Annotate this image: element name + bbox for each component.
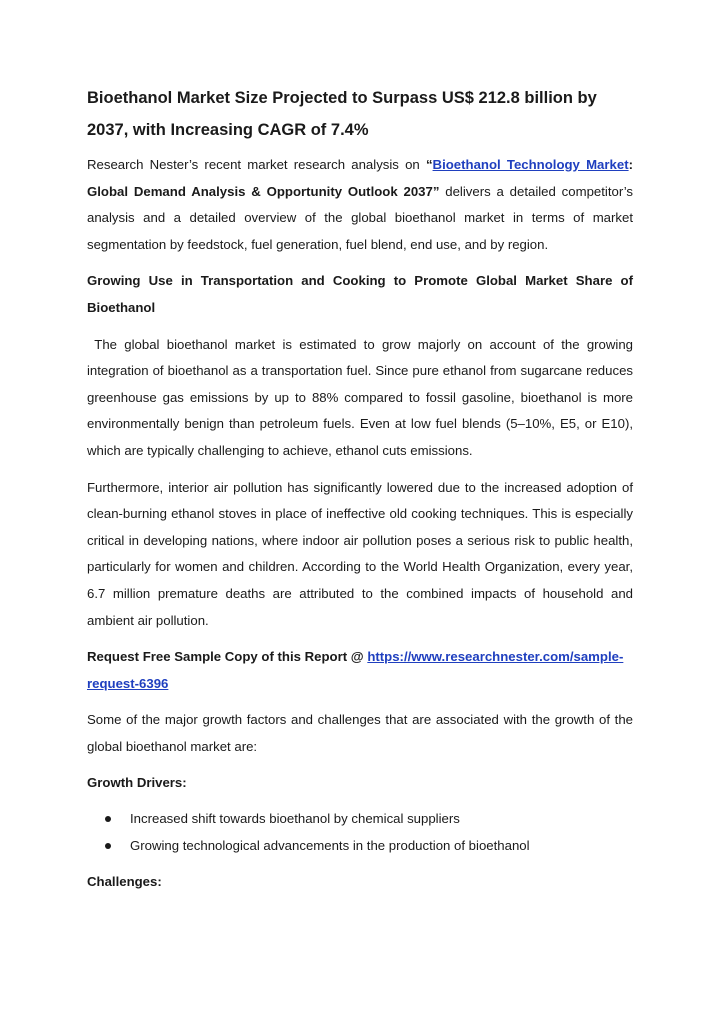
growth-drivers-heading: Growth Drivers:	[87, 775, 187, 791]
transport-paragraph: The global bioethanol market is estimated to grow majorly on account of the growing integration of bioethanol as a transportation fuel. Since pure ethanol from sugarcane reduces greenhouse gas emissions by up to 88% compared to fossil gasoline, bioethanol is more environmentally benign than petroleum fuels. Even at low fuel blends (5–10%, E5, or E10), which are typically challenging to achieve, ethanol cuts emissions.	[87, 336, 637, 458]
report-link[interactable]: Bioethanol Technology Market	[432, 157, 629, 172]
sample-request	[87, 644, 633, 697]
intro-paragraph	[87, 152, 633, 258]
list-item	[87, 805, 633, 832]
section-heading: Growing Use in Transportation and Cooking to Promote Global Market Share of Bioethanol	[87, 273, 633, 315]
sample-label: Request Free Sample Copy of this Report @	[87, 649, 368, 665]
intro-tail: delivers a detailed competitor’s analysis and a detailed overview of the global bioethanol market in terms of market segmentation by feedstock, fuel generation, fuel blend, end use, and by region.	[87, 183, 634, 252]
document-page	[87, 82, 637, 896]
bullet-icon	[105, 816, 111, 822]
list-item-text: Growing technological advancements in the production of bioethanol	[130, 838, 530, 854]
sample-link-line1: https://www.researchnester.com/sample-	[367, 649, 624, 665]
page-title: Bioethanol Market Size Projected to Surpass US$ 212.8 billion by 2037, with Increasing CAGR of 7.4%	[87, 89, 597, 139]
report-open-quote: “	[425, 157, 433, 172]
intro-lead: Research Nester’s recent market research analysis on	[87, 157, 426, 172]
growth-drivers-list	[87, 805, 633, 859]
sample-link-line2: request-6396	[87, 675, 169, 691]
bullet-icon	[105, 843, 111, 849]
challenges-heading: Challenges:	[87, 874, 162, 890]
report-title-rest: : Global Demand Analysis & Opportunity Outlook 2037”	[87, 157, 633, 199]
list-item-text: Increased shift towards bioethanol by chemical suppliers	[130, 811, 460, 827]
list-item	[87, 832, 633, 859]
factors-paragraph: Some of the major growth factors and challenges that are associated with the growth of the global bioethanol market are:	[87, 712, 633, 754]
cooking-paragraph: Furthermore, interior air pollution has significantly lowered due to the increased adoption of clean-burning ethanol stoves in place of ineffective old cooking techniques. This is especially critical in developing nations, where indoor air pollution poses a serious risk to public health, particularly for women and children. According to the World Health Organization, every year, 6.7 million premature deaths are attributed to the combined impacts of household and ambient air pollution.	[87, 479, 633, 628]
